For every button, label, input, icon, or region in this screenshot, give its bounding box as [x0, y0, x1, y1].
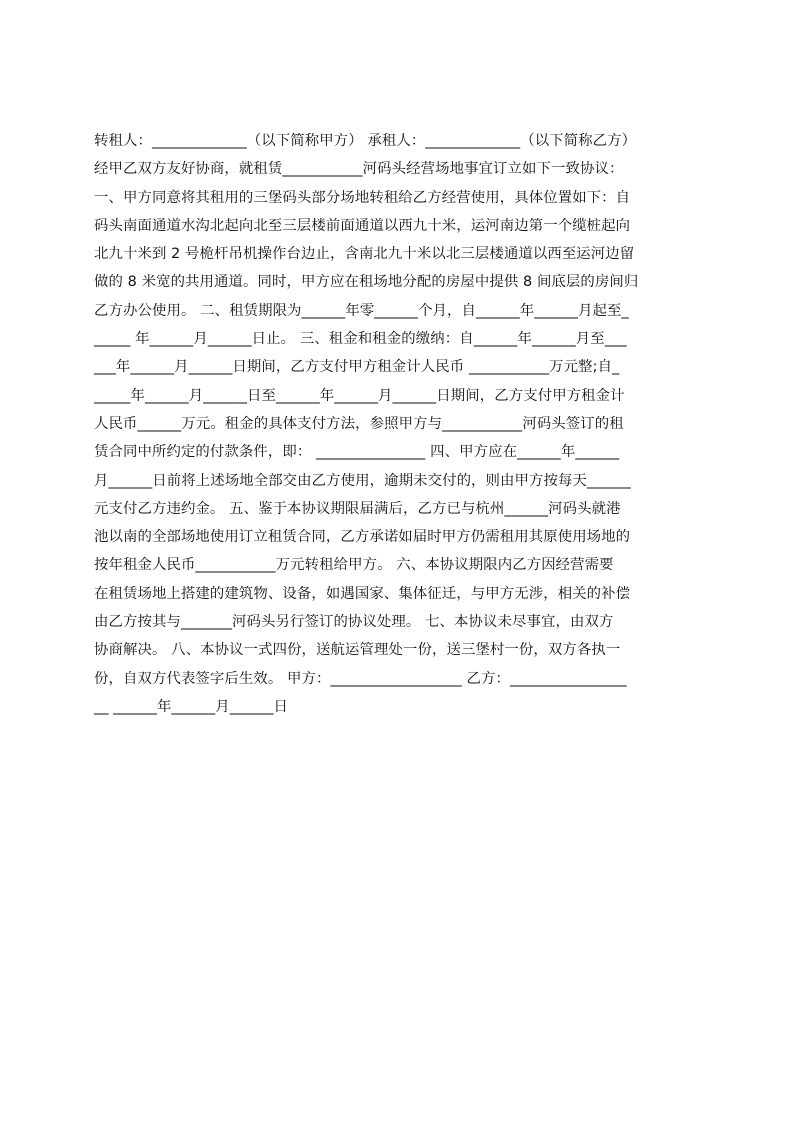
text-line: 协商解决。 八、本协议一式四份，送航运管理处一份，送三堡村一份，双方各执一: [94, 642, 621, 659]
text-line: 份，自双方代表签字后生效。 甲方：__________________ 乙方：________________: [94, 670, 627, 687]
text-line: 池以南的全部场地使用订立租赁合同，乙方承诺如届时甲方仍需租用其原使用场地的: [94, 529, 631, 546]
text-line: 月______日前将上述场地全部交由乙方使用，逾期未交付的，则由甲方按每天______: [94, 472, 631, 489]
text-line: _____ 年______月______日止。 三、租金和租金的缴纳：自______年______月至___: [94, 331, 627, 348]
text-line: __ ______年______月______日: [94, 698, 289, 715]
text-line: 在租赁场地上搭建的建筑物、设备，如遇国家、集体征迁，与甲方无涉，相关的补偿: [94, 585, 631, 602]
text-line: 经甲乙双方友好协商，就租赁___________河码头经营场地事宜订立如下一致协议：: [94, 161, 624, 178]
text-line: 赁合同中所约定的付款条件，即： _______________ 四、甲方应在______年______: [94, 444, 620, 461]
text-line: 码头南面通道水沟北起向北至三层楼前面通道以西九十米，运河南边第一个缆桩起向: [94, 217, 631, 234]
text-line: 乙方办公使用。 二、租赁期限为______年零______个月，自______年______月起至_: [94, 302, 629, 319]
text-line: 由乙方按其与_______河码头另行签订的协议处理。 七、本协议未尽事宜，由双方: [94, 614, 614, 631]
text-line: 一、甲方同意将其租用的三堡码头部分场地转租给乙方经营使用，具体位置如下：自: [94, 189, 631, 206]
text-line: 做的 8 米宽的共用通道。同时，甲方应在租场地分配的房屋中提供 8 间底层的房间归: [94, 274, 639, 291]
text-line: 按年租金人民币___________万元转租给甲方。 六、本协议期限内乙方因经营需要: [94, 557, 614, 574]
agreement-body: [94, 127, 702, 721]
text-line: ___年______月______日期间，乙方支付甲方租金计人民币 ___________万元整;自_: [94, 359, 620, 376]
text-line: 人民币______万元。租金的具体支付方法，参照甲方与___________河码头签订的租: [94, 415, 624, 432]
text-line: 转租人：_____________（以下简称甲方） 承租人：_____________（以下简称乙方）: [94, 133, 637, 149]
text-line: 北九十米到 2 号桅杆吊机操作台边止，含南北九十米以北三层楼通道以西至运河边留: [94, 246, 635, 263]
text-line: 元支付乙方违约金。 五、鉴于本协议期限届满后，乙方已与杭州______河码头就港: [94, 500, 621, 517]
text-line: _____年______月______日至______年______月______日期间，乙方支付甲方租金计: [94, 387, 625, 404]
